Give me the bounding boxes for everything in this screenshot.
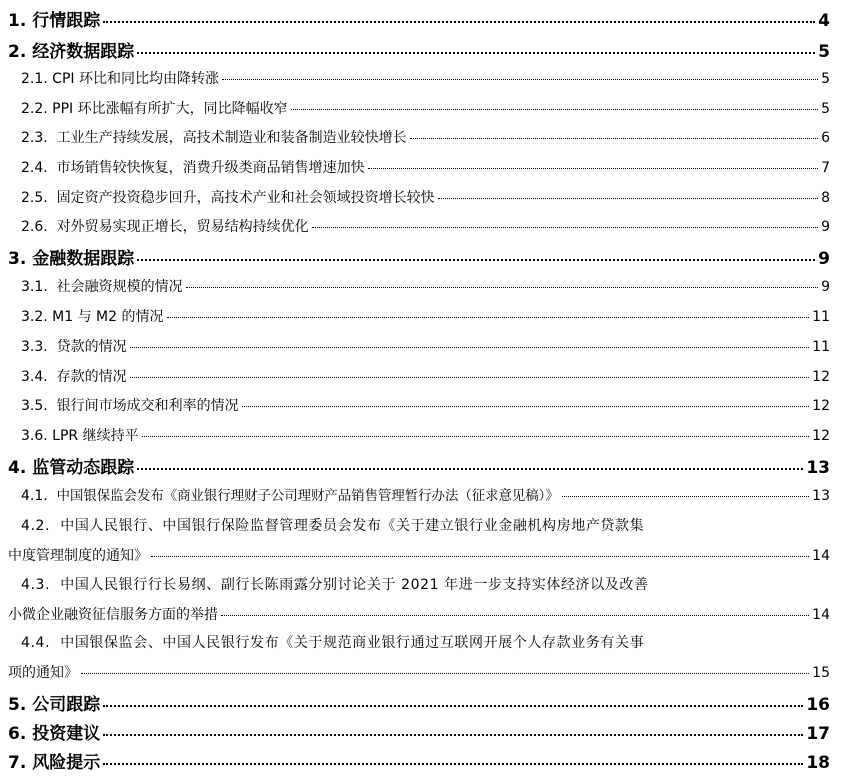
- dot-leader: [130, 347, 810, 348]
- toc-entry[interactable]: [8, 453, 830, 478]
- toc-number: 3.5.: [21, 398, 48, 414]
- dot-leader: [222, 79, 818, 80]
- toc-number: 4.: [8, 458, 27, 478]
- dot-leader: [103, 705, 803, 707]
- dot-leader: [438, 198, 818, 199]
- toc-number: 4.3.: [21, 577, 51, 593]
- toc-title: 中国银保监会、中国人民银行发布《关于规范商业银行通过互联网开展个人存款业务有关事: [60, 635, 645, 651]
- toc-page: 14: [812, 607, 830, 623]
- toc-number: 1.: [8, 11, 27, 31]
- toc-number: 2.6.: [21, 219, 48, 235]
- toc-number: 3.2.: [21, 309, 48, 325]
- dot-leader: [130, 377, 810, 378]
- toc-title: 经济数据跟踪: [32, 42, 135, 62]
- toc-entry[interactable]: [8, 485, 830, 504]
- toc-title: 风险提示: [32, 753, 101, 773]
- toc-title: 固定资产投资稳步回升，高技术产业和社会领域投资增长较快: [56, 190, 435, 206]
- toc-title: 对外贸易实现正增长，贸易结构持续优化: [56, 219, 309, 235]
- toc-title: 监管动态跟踪: [32, 458, 135, 478]
- toc-page: 13: [806, 458, 830, 478]
- toc-title: 公司跟踪: [32, 695, 101, 715]
- toc-page: 9: [821, 279, 830, 295]
- toc-page: 5: [821, 71, 830, 87]
- toc-entry[interactable]: [8, 244, 830, 269]
- toc-page: 17: [806, 724, 830, 744]
- dot-leader: [137, 468, 803, 470]
- toc-title: 投资建议: [32, 724, 101, 744]
- toc-title: PPI 环比涨幅有所扩大，同比降幅收窄: [52, 101, 288, 117]
- toc-number: 2.5.: [21, 190, 48, 206]
- toc-title: 工业生产持续发展，高技术制造业和装备制造业较快增长: [56, 130, 407, 146]
- toc-page: 11: [812, 309, 830, 325]
- toc-page: 13: [812, 488, 830, 504]
- dot-leader: [186, 287, 818, 288]
- toc-title: 中国人民银行、中国银行保险监督管理委员会发布《关于建立银行业金融机构房地产贷款集: [60, 518, 645, 534]
- toc-number: 3.4.: [21, 369, 48, 385]
- toc-page: 16: [806, 695, 830, 715]
- toc-page: 11: [812, 339, 830, 355]
- dot-leader: [137, 259, 815, 261]
- toc-title-continuation: 中度管理制度的通知》: [8, 548, 148, 564]
- dot-leader: [562, 496, 809, 497]
- toc-number: 2.1.: [21, 71, 48, 87]
- toc-entry[interactable]: [8, 216, 830, 236]
- toc-title: 存款的情况: [56, 369, 127, 385]
- dot-leader: [142, 436, 810, 437]
- toc-page: 15: [812, 665, 830, 681]
- toc-title-continuation: 项的通知》: [8, 665, 78, 681]
- toc-title: 中国银保监会发布《商业银行理财子公司理财产品销售管理暂行办法（征求意见稿）》: [56, 489, 559, 504]
- toc-number: 3.: [8, 249, 27, 269]
- dot-leader: [221, 615, 809, 616]
- toc-number: 7.: [8, 753, 27, 773]
- toc-number: 3.3.: [21, 339, 48, 355]
- toc-title: M1 与 M2 的情况: [52, 309, 164, 325]
- dot-leader: [151, 556, 809, 557]
- toc-entry[interactable]: [8, 98, 830, 118]
- toc-page: 7: [821, 160, 830, 176]
- toc-page: 8: [821, 190, 830, 206]
- toc-page: 12: [812, 398, 830, 414]
- toc-number: 4.2.: [21, 518, 51, 534]
- toc-entry[interactable]: [8, 366, 830, 386]
- toc-number: 3.6.: [21, 428, 48, 444]
- toc-entry[interactable]: [8, 395, 830, 415]
- toc-title: 银行间市场成交和利率的情况: [56, 398, 239, 414]
- toc-title: 贷款的情况: [56, 339, 127, 355]
- toc-entry[interactable]: [8, 187, 830, 207]
- toc-number: 6.: [8, 724, 27, 744]
- toc-entry[interactable]: [8, 719, 830, 744]
- toc-number: 5.: [8, 695, 27, 715]
- toc-entry[interactable]: [8, 690, 830, 715]
- toc-number: 2.4.: [21, 160, 48, 176]
- toc-entry[interactable]: [8, 515, 830, 565]
- toc-page: 5: [821, 101, 830, 117]
- dot-leader: [410, 138, 818, 139]
- toc-entry[interactable]: [8, 425, 830, 445]
- toc-entry[interactable]: [8, 336, 830, 356]
- toc-entry[interactable]: [8, 306, 830, 326]
- toc-title: 行情跟踪: [32, 11, 101, 31]
- toc-title: LPR 继续持平: [52, 428, 139, 444]
- toc-page: 5: [818, 42, 830, 62]
- toc-entry[interactable]: [8, 748, 830, 773]
- toc-page: 4: [818, 11, 830, 31]
- toc-number: 2.3.: [21, 130, 48, 146]
- dot-leader: [368, 168, 818, 169]
- toc-number: 4.4.: [21, 635, 51, 651]
- toc-number: 3.1.: [21, 279, 48, 295]
- dot-leader: [81, 673, 809, 674]
- dot-leader: [242, 406, 810, 407]
- toc-entry[interactable]: [8, 632, 830, 682]
- toc-title: 金融数据跟踪: [32, 249, 135, 269]
- toc-page: 12: [812, 369, 830, 385]
- toc-entry[interactable]: [8, 157, 830, 177]
- dot-leader: [103, 21, 815, 23]
- toc-number: 2.2.: [21, 101, 48, 117]
- dot-leader: [103, 734, 803, 736]
- toc-title: CPI 环比和同比均由降转涨: [52, 71, 219, 87]
- toc-entry[interactable]: [8, 276, 830, 296]
- dot-leader: [103, 763, 803, 765]
- toc-entry[interactable]: [8, 127, 830, 147]
- toc-title: 社会融资规模的情况: [56, 279, 183, 295]
- dot-leader: [291, 109, 818, 110]
- toc-page: 9: [818, 249, 830, 269]
- toc-page: 9: [821, 219, 830, 235]
- toc-number: 2.: [8, 42, 27, 62]
- toc-page: 18: [806, 753, 830, 773]
- toc-entry[interactable]: [8, 37, 830, 62]
- toc-number: 4.1.: [21, 488, 48, 504]
- toc-title-continuation: 小微企业融资征信服务方面的举措: [8, 607, 218, 623]
- toc-page: 6: [821, 130, 830, 146]
- toc-page: 12: [812, 428, 830, 444]
- dot-leader: [312, 227, 818, 228]
- toc-entry[interactable]: [8, 68, 830, 88]
- dot-leader: [167, 317, 810, 318]
- toc-entry[interactable]: [8, 574, 830, 624]
- toc-entry[interactable]: [8, 6, 830, 31]
- toc-title: 中国人民银行行长易纲、副行长陈雨露分别讨论关于 2021 年进一步支持实体经济以及改善: [60, 577, 649, 593]
- toc-page: 14: [812, 548, 830, 564]
- dot-leader: [137, 52, 815, 54]
- toc-title: 市场销售较快恢复，消费升级类商品销售增速加快: [56, 160, 365, 176]
